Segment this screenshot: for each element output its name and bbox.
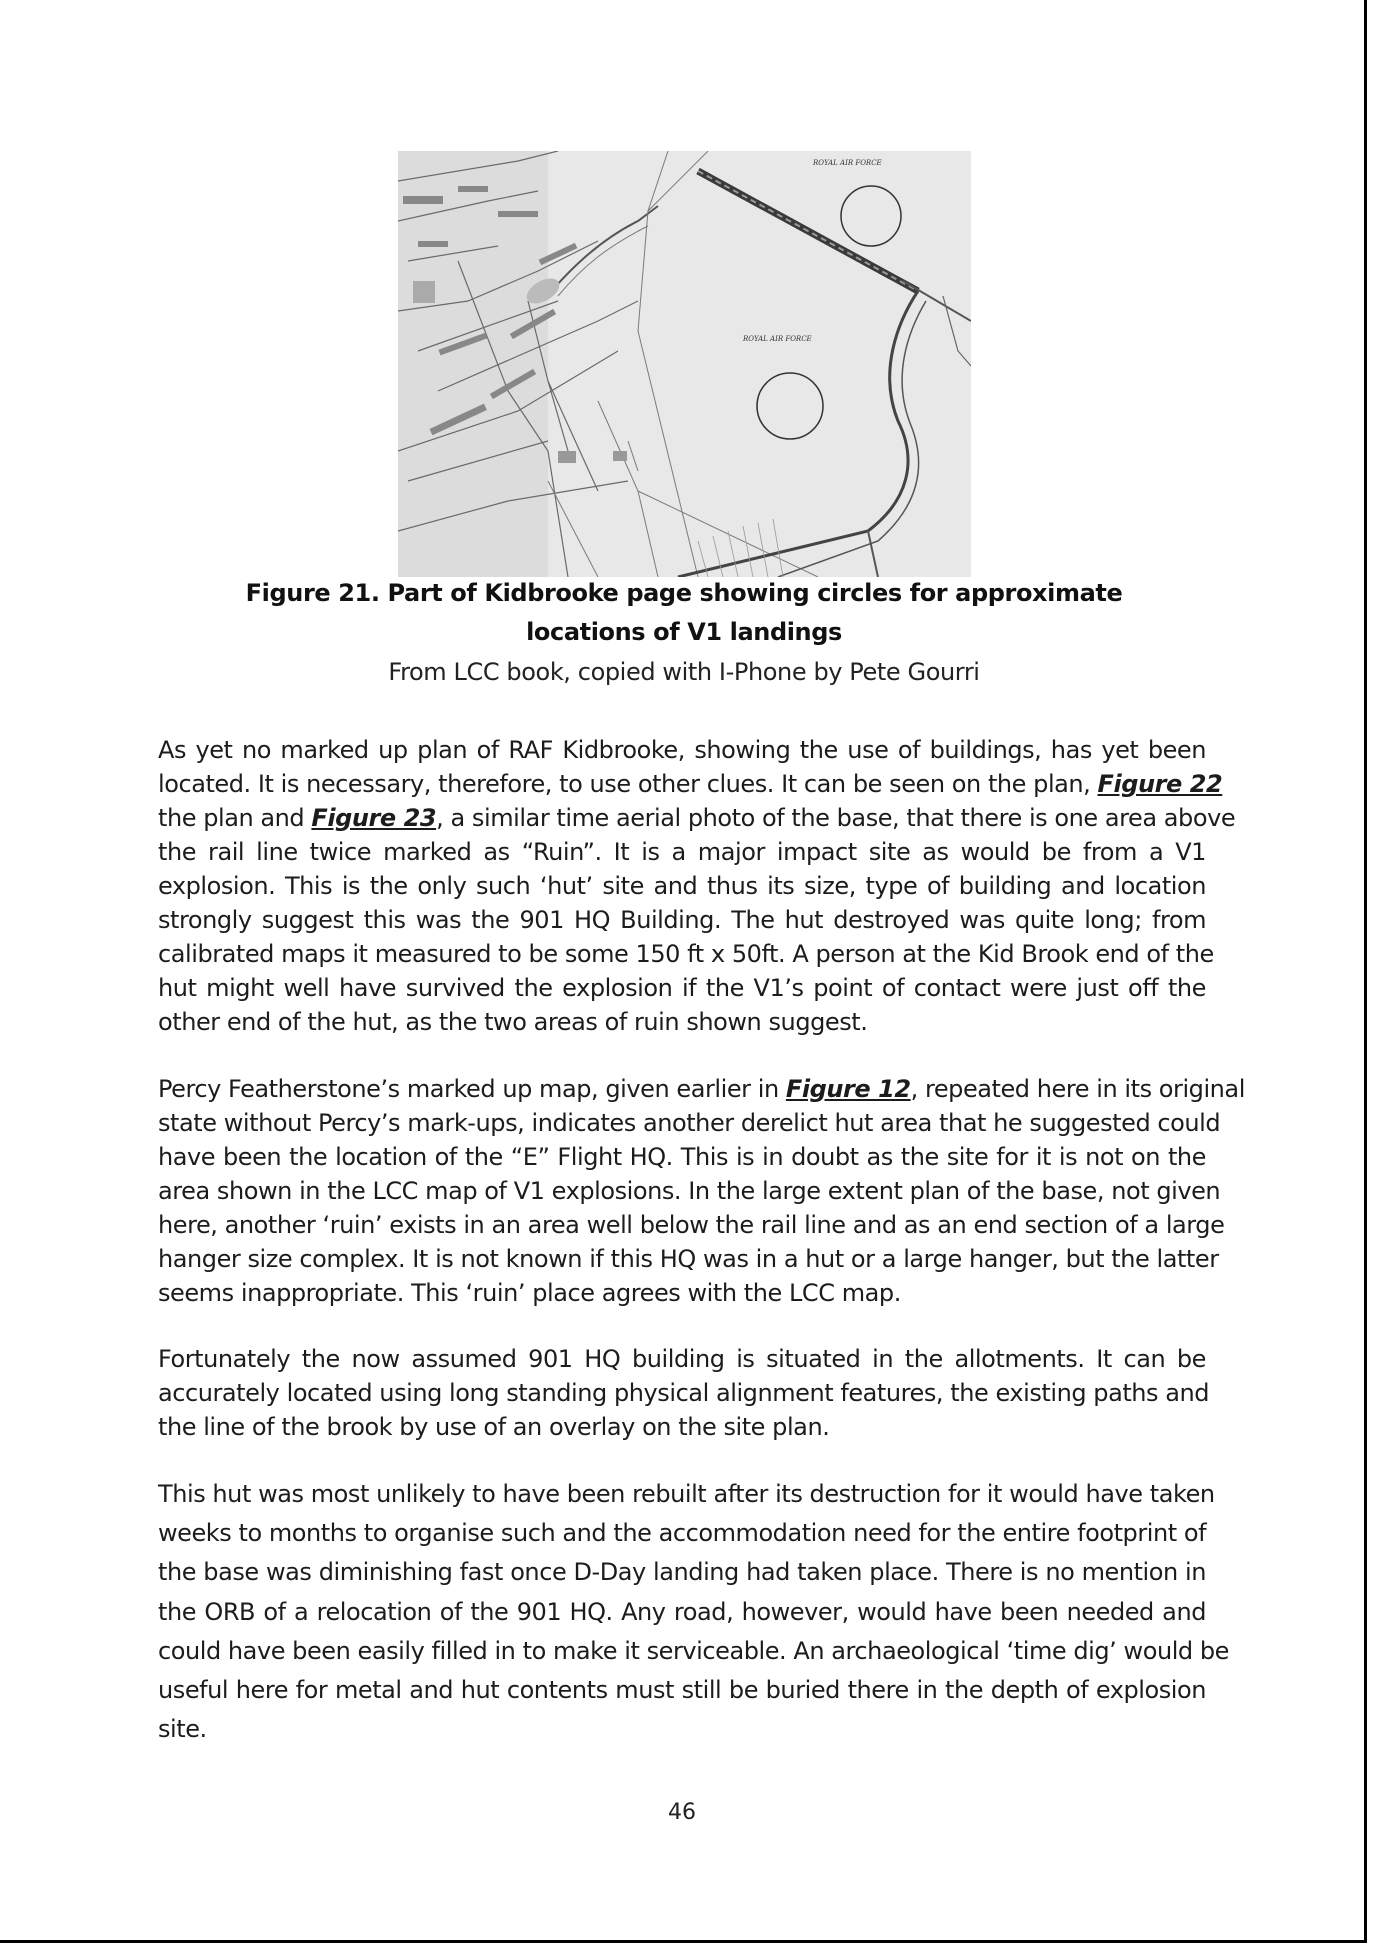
map-label-raf-mid: ROYAL AIR FORCE <box>743 335 812 343</box>
para4-line-4: the ORB of a relocation of the 901 HQ. Any road, however, would have been needed and <box>158 1597 1206 1626</box>
para2-line-1: Percy Featherstone’s marked up map, given earlier in Figure 12, repeated here in its original <box>158 1075 1245 1103</box>
map-label-raf-top: ROYAL AIR FORCE <box>813 159 882 167</box>
para2-line-7: seems inappropriate. This ‘ruin’ place agrees with the LCC map. <box>158 1279 901 1307</box>
para3-line-3: the line of the brook by use of an overlay on the site plan. <box>158 1413 830 1441</box>
para4-line-1: This hut was most unlikely to have been rebuilt after its destruction for it would have taken <box>158 1480 1215 1508</box>
figure-caption-line-2: locations of V1 landings <box>526 618 842 646</box>
para1-line-4: the rail line twice marked as “Ruin”. It is a major impact site as would be from a V1 <box>158 838 1206 866</box>
para1-line-2: located. It is necessary, therefore, to use other clues. It can be seen on the plan, Figure 22 <box>158 770 1223 798</box>
para3-line-2: accurately located using long standing physical alignment features, the existing paths and <box>158 1379 1210 1407</box>
para4-line-3: the base was diminishing fast once D-Day landing had taken place. There is no mention in <box>158 1558 1206 1587</box>
para1-line-7: calibrated maps it measured to be some 150 ft x 50ft. A person at the Kid Brook end of the <box>158 940 1214 968</box>
figure-credit: From LCC book, copied with I-Phone by Pete Gourri <box>388 658 980 686</box>
para4-line-2: weeks to months to organise such and the accommodation need for the entire footprint of <box>158 1519 1207 1548</box>
para1-line-8: hut might well have survived the explosion if the V1’s point of contact were just off the <box>158 974 1206 1002</box>
para1-line-3: the plan and Figure 23, a similar time aerial photo of the base, that there is one area above <box>158 804 1236 832</box>
para1-line-6: strongly suggest this was the 901 HQ Building. The hut destroyed was quite long; from <box>158 906 1206 934</box>
para2-line-3: have been the location of the “E” Flight HQ. This is in doubt as the site for it is not on the <box>158 1143 1206 1171</box>
figure-caption-line-1: Figure 21. Part of Kidbrooke page showing circles for approximate <box>245 579 1123 607</box>
paragraph-3 <box>158 1342 1210 1444</box>
page-number: 46 <box>668 1800 696 1825</box>
figure-12-link[interactable]: Figure 12 <box>785 1075 911 1103</box>
kidbrooke-map-figure <box>398 151 971 577</box>
para1-line-9: other end of the hut, as the two areas of ruin shown suggest. <box>158 1008 868 1036</box>
para4-line-7: site. <box>158 1715 207 1744</box>
para3-line-1: Fortunately the now assumed 901 HQ building is situated in the allotments. It can be <box>158 1345 1206 1373</box>
paragraph-2 <box>158 1072 1245 1310</box>
paragraph-1 <box>158 733 1236 1039</box>
para4-line-5: could have been easily filled in to make it serviceable. An archaeological ‘time dig’ would be <box>158 1636 1229 1665</box>
para2-line-4: area shown in the LCC map of V1 explosions. In the large extent plan of the base, not given <box>158 1177 1221 1205</box>
para2-line-6: hanger size complex. It is not known if this HQ was in a hut or a large hanger, but the latter <box>158 1245 1219 1273</box>
para2-line-2: state without Percy’s mark-ups, indicates another derelict hut area that he suggested could <box>158 1109 1221 1137</box>
para1-line-1: As yet no marked up plan of RAF Kidbrooke, showing the use of buildings, has yet been <box>158 736 1206 764</box>
para4-line-6: useful here for metal and hut contents must still be buried there in the depth of explosion <box>158 1675 1206 1704</box>
para2-line-5: here, another ‘ruin’ exists in an area well below the rail line and as an end section of a large <box>158 1211 1225 1239</box>
figure-23-link[interactable]: Figure 23 <box>311 804 437 832</box>
para1-line-5: explosion. This is the only such ‘hut’ site and thus its size, type of building and location <box>158 872 1206 900</box>
figure-22-link[interactable]: Figure 22 <box>1097 770 1223 798</box>
paragraph-4 <box>158 1475 1229 1749</box>
